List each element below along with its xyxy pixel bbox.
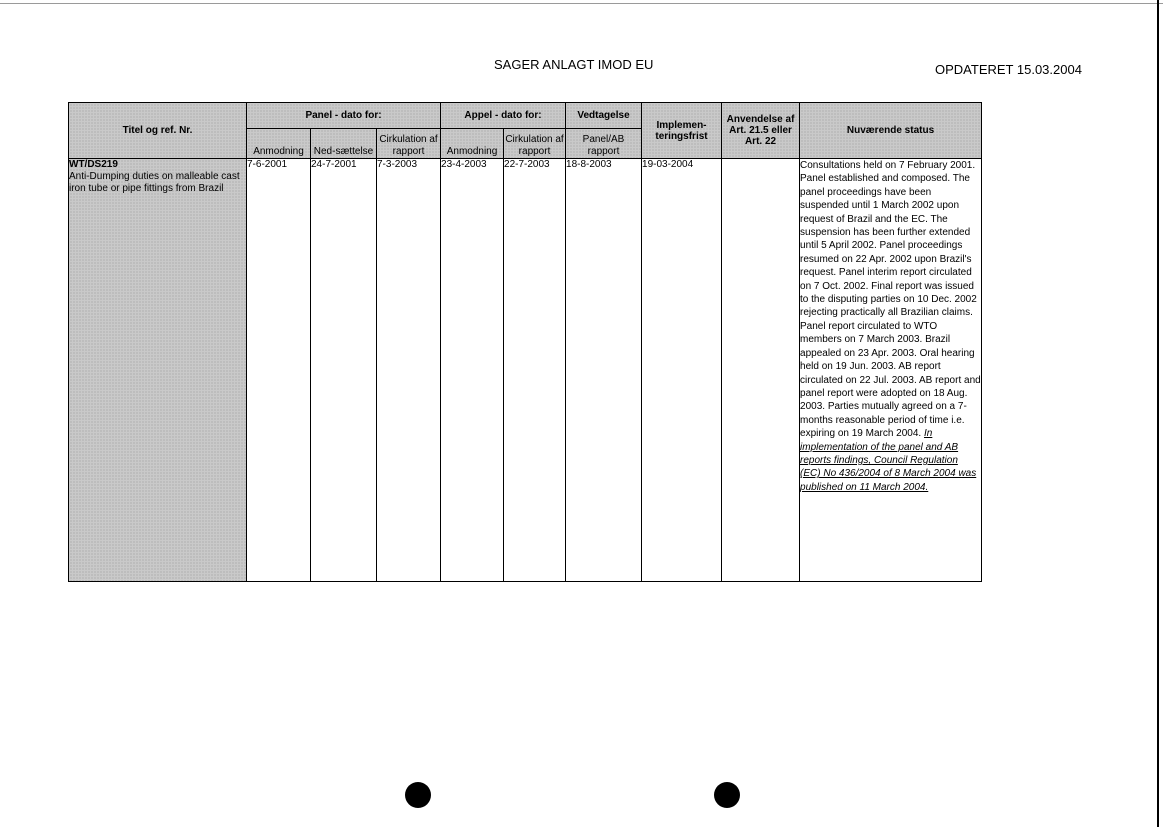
header-status: Nuværende status [800, 103, 982, 159]
scan-right-edge [1157, 0, 1159, 827]
subheader-panel-request: Anmodning [247, 129, 311, 159]
case-id: WT/DS219 [69, 159, 118, 170]
header-appeal-group: Appel - dato for: [441, 103, 566, 129]
table-row [69, 159, 982, 582]
page-title: SAGER ANLAGT IMOD EU [494, 57, 654, 72]
panel-request-date: 7-6-2001 [247, 159, 311, 582]
subheader-adoption-report: Panel/AB rapport [566, 129, 642, 159]
case-title: Anti-Dumping duties on malleable cast iron tube or pipe fittings from Brazil [69, 171, 240, 194]
header-title-ref: Titel og ref. Nr. [69, 103, 247, 159]
case-cell [69, 159, 247, 582]
panel-circulation-date: 7-3-2003 [377, 159, 441, 582]
panel-establishment-date: 24-7-2001 [311, 159, 377, 582]
punch-hole-right [714, 782, 740, 808]
header-implementation: Implemen-teringsfrist [642, 103, 722, 159]
appeal-request-date: 23-4-2003 [441, 159, 504, 582]
appeal-circulation-date: 22-7-2003 [504, 159, 566, 582]
subheader-appeal-request: Anmodning [441, 129, 504, 159]
adoption-date: 18-8-2003 [566, 159, 642, 582]
header-adoption: Vedtagelse [566, 103, 642, 129]
status-text: Consultations held on 7 February 2001. Panel established and composed. The panel proceedings have been suspended until 1 March 2002 upon request of Brazil and the EC. The suspension has been further extended until 5 April 2002. Panel proceedings resumed on 22 Apr. 2002 upon Brazil's request. Panel interim report circulated on 7 Oct. 2002. Final report was issued to the disputing parties on 10 Dec. 2002 rejecting practically all Brazilian claims. Panel report circulated to WTO members on 7 March 2003. Brazil appealed on 23 Apr. 2003. Oral hearing held on 19 Jun. 2003. AB report circulated on 22 Jul. 2003. AB report and panel report were adopted on 18 Aug. 2003. Parties mutually agreed on a 7-months reasonable period of time i.e. expiring on 19 March 2004. [800, 160, 981, 440]
punch-hole-left [405, 782, 431, 808]
implementation-deadline: 19-03-2004 [642, 159, 722, 582]
subheader-appeal-circulation: Cirkulation af rapport [504, 129, 566, 159]
updated-date: OPDATERET 15.03.2004 [935, 62, 1082, 77]
subheader-panel-establishment: Ned-sættelse [311, 129, 377, 159]
header-row [69, 103, 982, 129]
subheader-panel-circulation: Cirkulation af rapport [377, 129, 441, 159]
application-cell [722, 159, 800, 582]
scan-top-rule [0, 3, 1163, 4]
status-amendment: In implementation of the panel and AB reports findings, Council Regulation (EC) No 436/2004 of 8 March 2004 was published on 11 March 2004. [800, 428, 977, 493]
header-panel-group: Panel - dato for: [247, 103, 441, 129]
cases-table [68, 102, 982, 582]
header-application: Anvendelse af Art. 21.5 eller Art. 22 [722, 103, 800, 159]
status-cell [800, 159, 982, 582]
